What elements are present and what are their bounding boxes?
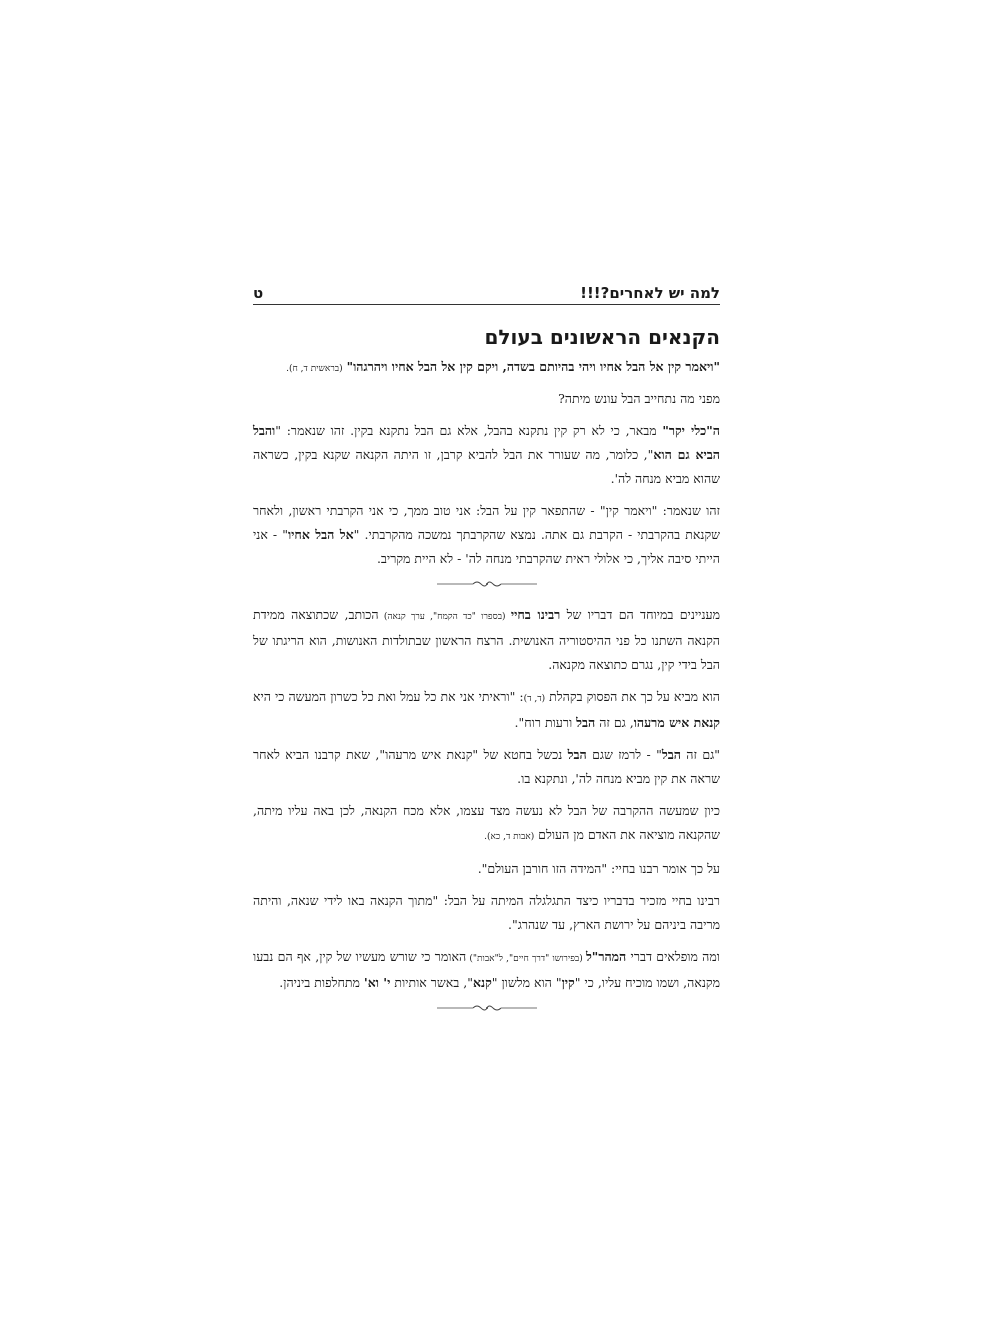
p3-text2: הכותב, שכתוצאה ממידת הקנאה השתנו כל פני ההיסטוריה האנושית. הרצח הראשון שבתולדות האנושות, הוא הריגתו של הבל בידי קין, נגרם כתוצאה מקנאה. (253, 607, 720, 672)
p9-text2: האומר כי שורש מעשיו של קין, אף הם נבעו מקנאה, ושמו מוכיח עליו, כי " (253, 949, 720, 990)
p9-text4: ", באשר אותיות (390, 975, 473, 990)
paragraph-al-kach (253, 857, 720, 881)
p4-text3: , גם זה (595, 715, 634, 730)
p5-bold1: הבל (661, 747, 681, 762)
p9-bold2: קין (561, 975, 575, 990)
paragraph-kohelet (253, 685, 720, 735)
p2-text1: זהו שנאמר: "ויאמר קין" - שהתפאר קין על הבל: אני טוב ממך, כי אני הקרבתי ראשון, ולאחר שקנאת בהקרבתי - הקרבת גם אתה. נמצא שהקרבתך נמשכה מהקרבתי. " (253, 503, 720, 542)
p3-bold1: רבינו בחיי (510, 607, 561, 622)
p6-text1: כיון שמעשה ההקרבה של הבל לא נעשה מצד עצמו, אלא מכח הקנאה, לכן באה עליו מיתה, שהקנאה מוציאה את האדם מן העולם (253, 803, 720, 842)
p5-text2: " - לרמז שגם (586, 747, 662, 762)
ornament-divider-icon (437, 1003, 537, 1013)
page-number: ט (253, 284, 264, 302)
verse-quote: "ויאמר קין אל הבל אחיו ויהי בהיותם בשדה, ויקם קין אל הבל אחיו ויהרגהו" (346, 359, 720, 374)
running-header (253, 280, 720, 305)
paragraph-maharal (253, 945, 720, 995)
p3-small1: (בספרו "כד הקמח", ערך קנאה) (378, 612, 511, 622)
p1-text1: מבאר, כי לא רק קין נתקנא בהבל, אלא גם הבל נתקנא בקין. זהו שנאמר: " (275, 423, 663, 438)
p4-text2: : "וראיתי אני את כל עמל ואת כל כשרון המעשה כי היא (253, 689, 524, 704)
section-title: הקנאים הראשונים בעולם (484, 325, 720, 349)
p9-bold4: י' וא' (363, 975, 391, 990)
paragraph-vayomer-kayin (253, 499, 720, 571)
section-divider-bottom (253, 1003, 720, 1013)
p9-small1: (בפירושו "דרך חיים", ל"אבות") (466, 954, 586, 964)
p5-bold2: הבל (567, 747, 587, 762)
p1-bold1: והבל הביא גם הוא (253, 423, 720, 462)
ornament-divider-icon (437, 579, 537, 589)
p4-text4: ורעות רוח". (514, 715, 577, 730)
paragraph-hatgalgela (253, 889, 720, 937)
p3-text1: מעניינים במיוחד הם דבריו של (560, 607, 720, 622)
p1-text2: ", כלומר, מה שעורר את הבל להביא קרבן, זו היתה הקנאה שקנא בקין, כשראה שהוא מביא מנחה לה'. (253, 447, 720, 486)
book-title: למה יש לאחרים?!!! (580, 284, 720, 302)
p5-text3: נכשל בחטא של "קנאת איש מרעהו", שאת קרבנו הביא לאחר שראה את קין מביא מנחה לה', ונתקנא בו. (253, 747, 720, 786)
p6-small1: (אבות ד, כא). (484, 832, 535, 842)
p2-bold1: אל הבל אחיו (287, 527, 354, 542)
p8-text1: רבינו בחיי מזכיר בדבריו כיצד התגלגלה המיתה על הבל: "מתוך הקנאה באו לידי שנאה, והיתה מריבה ביניהם על ירושת הארץ, עד שנהרג". (253, 893, 720, 932)
p4-bold1: קנאת איש מרעהו (633, 715, 720, 730)
p2-text2: " - אני הייתי סיבה אליך, כי אלולי ראית שהקרבתי מנחה לה' - לא היית מקריב. (253, 527, 720, 566)
paragraph-kli-yakar (253, 419, 720, 491)
book-page (253, 280, 720, 1027)
p4-text1: הוא מביא על כך את הפסוק בקהלת (545, 689, 720, 704)
p9-text5: מתחלפות ביניהן. (279, 975, 364, 990)
p9-text3: " הוא מלשון " (491, 975, 562, 990)
question-paragraph: מפני מה נתחייב הבל עונש מיתה? (558, 391, 720, 406)
verse-paragraph (253, 355, 720, 381)
p9-bold1: המהר"ל (585, 949, 627, 964)
paragraph-rabbeinu-bachya (253, 603, 720, 677)
p7-text1: על כך אומר רבנו בחיי: "המידה הזו חורבן העולם". (477, 861, 720, 876)
p9-text1: ומה מופלאים דברי (626, 949, 720, 964)
p4-bold2: הבל (576, 715, 596, 730)
verse-source: (בראשית ד, ח). (286, 364, 343, 374)
p1-lead: ה"כלי יקר" (662, 423, 720, 438)
section-divider (253, 579, 720, 589)
p5-text1: "גם זה (680, 747, 720, 762)
p4-small1: (ד, ד) (523, 694, 546, 704)
paragraph-gam-ze-hevel (253, 743, 720, 791)
p9-bold3: קנא (472, 975, 492, 990)
paragraph-kivan (253, 799, 720, 849)
